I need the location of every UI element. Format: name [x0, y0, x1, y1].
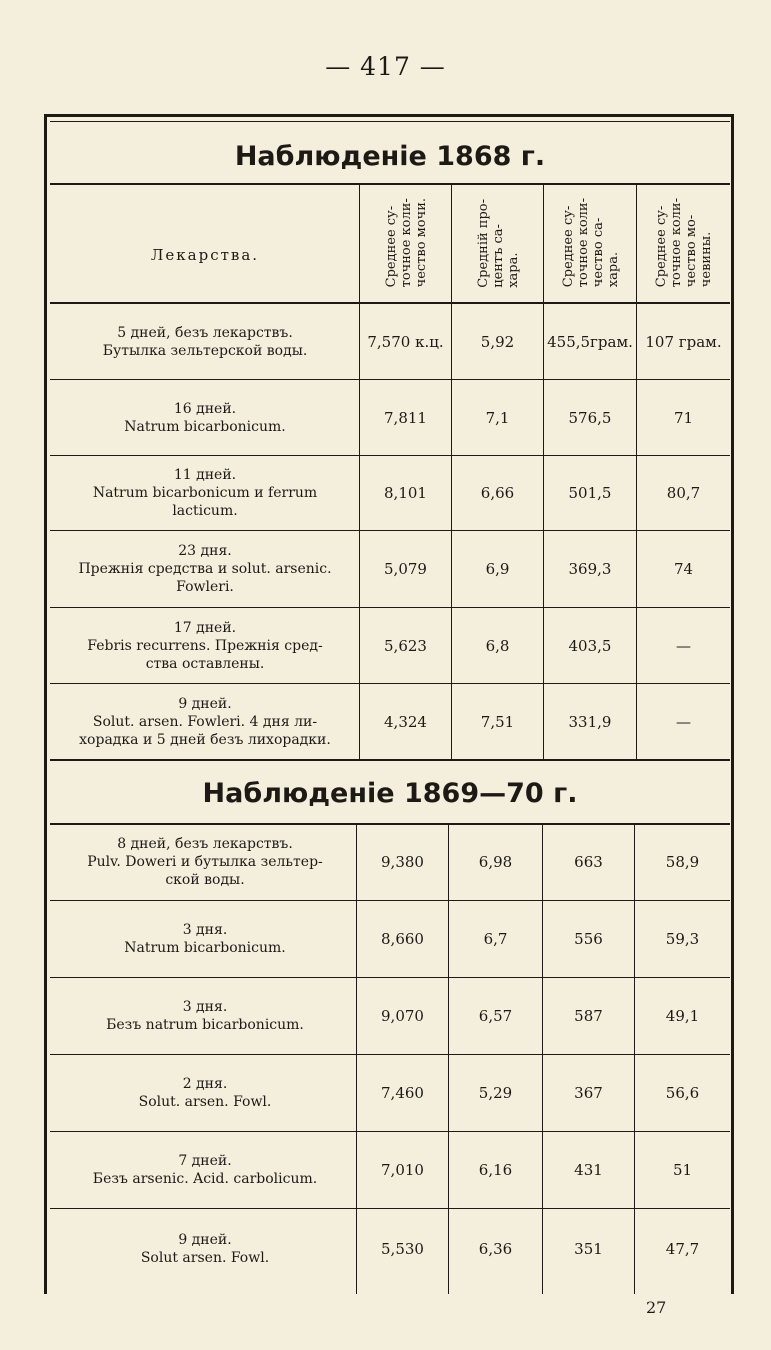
page-number: — 417 — [325, 52, 446, 81]
cell-urea: 80,7 [666, 484, 701, 502]
cell-sugar-percent: 7,51 [480, 712, 515, 731]
cell-urine: 9,380 [381, 853, 424, 871]
row-description: 2 дня. Solut. arsen. Fowl. [138, 1076, 272, 1110]
cell-sugar-amount: 331,9 [568, 712, 612, 731]
cell-urine: 5,079 [384, 560, 427, 578]
row-description: 11 дней. Natrum bicarbonicum и ferrum lacticum. [92, 467, 318, 519]
row-description: 3 дня. Natrum bicarbonicum. [124, 922, 286, 956]
cell-sugar-percent: 5,92 [480, 332, 515, 351]
cell-sugar-amount: 501,5 [568, 484, 612, 502]
cell-urine: 8,660 [381, 930, 424, 948]
cell-urine: 7,570 к.ц. [367, 332, 444, 351]
cell-urea: — [676, 636, 691, 655]
cell-urea: 47,7 [665, 1240, 700, 1258]
cell-urea: 59,3 [665, 930, 700, 948]
cell-sugar-amount: 403,5 [568, 636, 612, 655]
cell-sugar-amount: 367 [574, 1084, 603, 1102]
cell-sugar-percent: 6,16 [478, 1161, 513, 1179]
cell-urine: 4,324 [384, 712, 427, 731]
cell-sugar-amount: 587 [574, 1007, 603, 1025]
row-description: 7 дней. Безъ arsenic. Acid. carbolicum. [92, 1153, 318, 1187]
cell-urea: 49,1 [665, 1007, 700, 1025]
cell-urine: 7,460 [381, 1084, 424, 1102]
column-header-sugar-percent: Средній про- центъ са- хара. [475, 198, 521, 288]
cell-urine: 8,101 [384, 484, 427, 502]
cell-urine: 5,530 [381, 1240, 424, 1258]
cell-sugar-amount: 369,3 [568, 560, 612, 578]
row-description: 16 дней. Natrum bicarbonicum. [124, 400, 286, 435]
cell-sugar-percent: 6,36 [478, 1240, 513, 1258]
column-header-medicines: Лекарства. [150, 246, 260, 264]
row-description: 9 дней. Solut arsen. Fowl. [140, 1232, 270, 1266]
row-description: 9 дней. Solut. arsen. Fowleri. 4 дня ли- хорадка и 5 дней безъ лихорадки. [79, 695, 331, 748]
row-description: 23 дня. Прежнія средства и solut. arsenic. Fowleri. [78, 543, 332, 595]
cell-urea: 51 [672, 1161, 693, 1179]
cell-sugar-amount: 576,5 [568, 408, 612, 427]
column-header-urea: Среднее су- точное коли- чество мо- чевины. [653, 198, 714, 288]
cell-sugar-percent: 7,1 [485, 408, 510, 427]
column-header-sugar-amount: Среднее су- точное коли- чество са- хара. [560, 198, 621, 288]
cell-sugar-percent: 6,66 [480, 484, 515, 502]
cell-urea: 56,6 [665, 1084, 700, 1102]
cell-sugar-percent: 5,29 [478, 1084, 513, 1102]
cell-sugar-percent: 6,8 [485, 636, 510, 655]
cell-sugar-amount: 556 [574, 930, 603, 948]
row-description: 8 дней, безъ лекарствъ. Pulv. Doweri и бутылка зельтер- ской воды. [87, 836, 323, 888]
cell-sugar-percent: 6,9 [485, 560, 510, 578]
section-divider [50, 759, 730, 761]
cell-urine: 7,010 [381, 1161, 424, 1179]
row-description: 3 дня. Безъ natrum bicarbonicum. [106, 999, 304, 1033]
section-title-1868: Наблюденіе 1868 г. [234, 141, 546, 172]
cell-sugar-amount: 663 [574, 853, 603, 871]
cell-urea: 107 грам. [645, 332, 722, 351]
cell-urea: 58,9 [665, 853, 700, 871]
signature-number: 27 [646, 1298, 667, 1317]
cell-urine: 5,623 [384, 636, 427, 655]
cell-sugar-percent: 6,57 [478, 1007, 513, 1025]
cell-sugar-percent: 6,7 [483, 930, 508, 948]
row-description: 17 дней. Febris recurrens. Прежнія сред- ства оставлены. [87, 619, 323, 672]
cell-urine: 7,811 [384, 408, 427, 427]
cell-urea: 71 [673, 408, 694, 427]
cell-urea: — [676, 712, 691, 731]
cell-sugar-percent: 6,98 [478, 853, 513, 871]
title-divider [50, 183, 730, 185]
section-title-1869-70: Наблюденіе 1869—70 г. [202, 778, 578, 809]
cell-sugar-amount: 351 [574, 1240, 603, 1258]
cell-sugar-amount: 431 [574, 1161, 603, 1179]
cell-urea: 74 [673, 560, 694, 578]
cell-sugar-amount: 455,5грам. [547, 332, 633, 351]
frame-inner-line [50, 121, 730, 122]
row-description: 5 дней, безъ лекарствъ. Бутылка зельтерской воды. [102, 324, 308, 359]
cell-urine: 9,070 [381, 1007, 424, 1025]
column-header-urine: Среднее су- точное коли- чество мочи. [383, 198, 429, 288]
